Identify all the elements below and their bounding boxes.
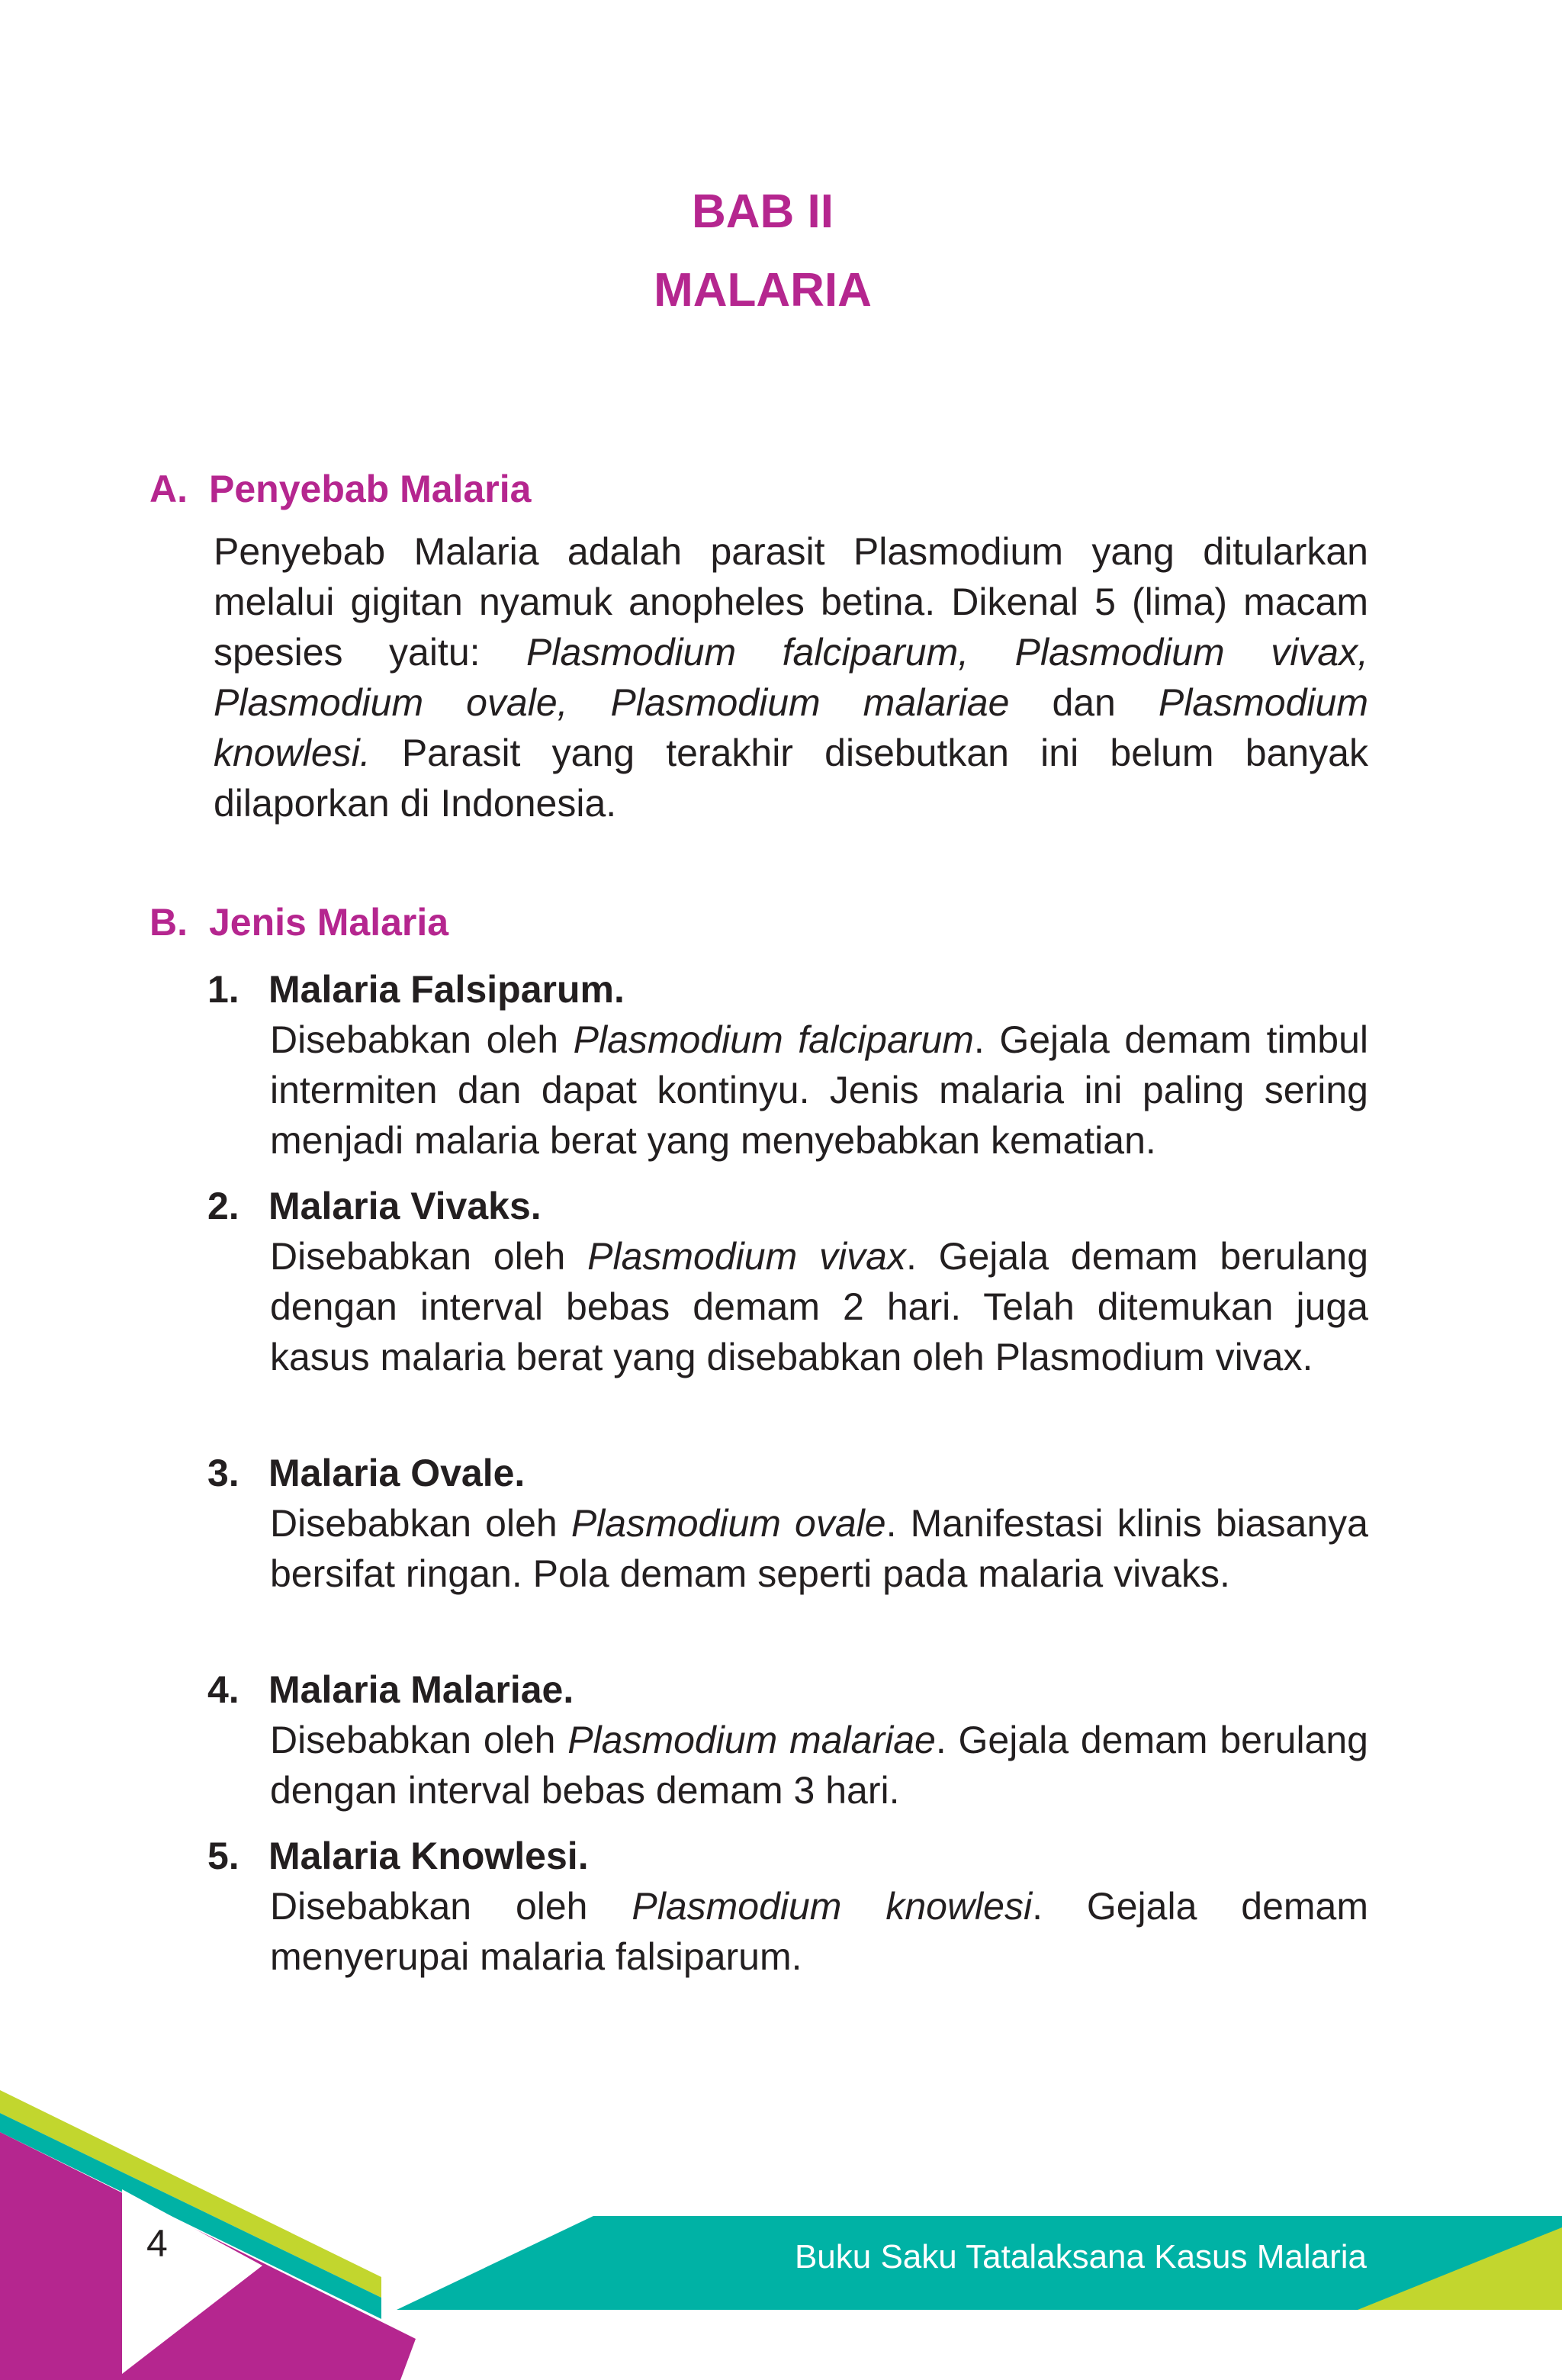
item-text: Disebabkan oleh xyxy=(270,1502,571,1545)
item-description xyxy=(270,1015,1368,1166)
chapter-title: MALARIA xyxy=(654,264,872,317)
malaria-type-item xyxy=(207,1664,1368,1816)
malaria-type-item xyxy=(207,1448,1368,1599)
item-species: Plasmodium falciparum xyxy=(573,1018,974,1061)
item-title: Malaria Knowlesi. xyxy=(268,1835,589,1877)
malaria-type-item xyxy=(207,1181,1368,1382)
item-species: Plasmodium knowlesi xyxy=(632,1885,1033,1928)
item-description xyxy=(270,1715,1368,1816)
item-heading xyxy=(207,1664,1368,1715)
page-number: 4 xyxy=(146,2222,168,2265)
item-heading xyxy=(207,964,1368,1015)
section-b-title: Jenis Malaria xyxy=(209,901,449,944)
section-a-heading xyxy=(149,467,531,511)
species-name: Plasmodium knowlesi. xyxy=(214,681,1368,774)
paragraph-text: dan xyxy=(1009,681,1159,724)
item-number: 1. xyxy=(207,968,239,1011)
section-b-heading xyxy=(149,900,448,944)
item-heading xyxy=(207,1831,1368,1881)
item-title: Malaria Vivaks. xyxy=(268,1185,542,1227)
item-text: . Gejala demam berulang dengan interval bebas demam 2 hari. Telah ditemukan juga kasus malaria berat yang disebabkan oleh Plasmodium vivax. xyxy=(270,1235,1368,1378)
section-a-letter: A. xyxy=(149,468,188,510)
paragraph-text: Parasit yang terakhir disebutkan ini belum banyak dilaporkan di Indonesia. xyxy=(214,732,1368,825)
item-title: Malaria Malariae. xyxy=(268,1668,574,1711)
paragraph-text: Penyebab Malaria adalah parasit Plasmodium yang ditularkan melalui gigitan nyamuk anopheles betina. Dikenal 5 (lima) macam spesies yaitu: xyxy=(214,530,1368,674)
item-text: Disebabkan oleh xyxy=(270,1719,568,1761)
item-heading xyxy=(207,1181,1368,1231)
chapter-number: BAB II xyxy=(692,185,834,238)
section-a-title: Penyebab Malaria xyxy=(209,468,532,510)
item-title: Malaria Ovale. xyxy=(268,1452,525,1494)
section-b-letter: B. xyxy=(149,901,188,944)
item-description xyxy=(270,1231,1368,1382)
malaria-type-item xyxy=(207,1831,1368,1982)
item-text: Disebabkan oleh xyxy=(270,1018,574,1061)
item-text: . Gejala demam berulang dengan interval bebas demam 3 hari. xyxy=(270,1719,1368,1812)
item-text: . Manifestasi klinis biasanya bersifat ringan. Pola demam seperti pada malaria vivaks. xyxy=(270,1502,1368,1595)
item-species: Plasmodium ovale xyxy=(570,1502,886,1545)
item-title: Malaria Falsiparum. xyxy=(268,968,625,1011)
item-species: Plasmodium malariae xyxy=(567,1719,936,1761)
item-description xyxy=(270,1881,1368,1982)
item-text: . Gejala demam timbul intermiten dan dapat kontinyu. Jenis malaria ini paling sering menjadi malaria berat yang menyebabkan kematian. xyxy=(270,1018,1368,1162)
book-title: Buku Saku Tatalaksana Kasus Malaria xyxy=(794,2238,1367,2275)
item-number: 5. xyxy=(207,1835,239,1877)
item-text: Disebabkan oleh xyxy=(270,1885,632,1928)
item-text: Disebabkan oleh xyxy=(270,1235,588,1278)
item-number: 3. xyxy=(207,1452,239,1494)
item-species: Plasmodium vivax xyxy=(587,1235,906,1278)
item-text: . Gejala demam menyerupai malaria falsiparum. xyxy=(270,1885,1368,1978)
section-a-paragraph xyxy=(214,526,1368,828)
malaria-type-item xyxy=(207,964,1368,1166)
species-names: Plasmodium falciparum, Plasmodium vivax, Plasmodium ovale, Plasmodium malariae xyxy=(214,631,1368,724)
item-description xyxy=(270,1498,1368,1599)
item-heading xyxy=(207,1448,1368,1498)
item-number: 2. xyxy=(207,1185,239,1227)
item-number: 4. xyxy=(207,1668,239,1711)
footer-decoration xyxy=(0,2060,1562,2380)
